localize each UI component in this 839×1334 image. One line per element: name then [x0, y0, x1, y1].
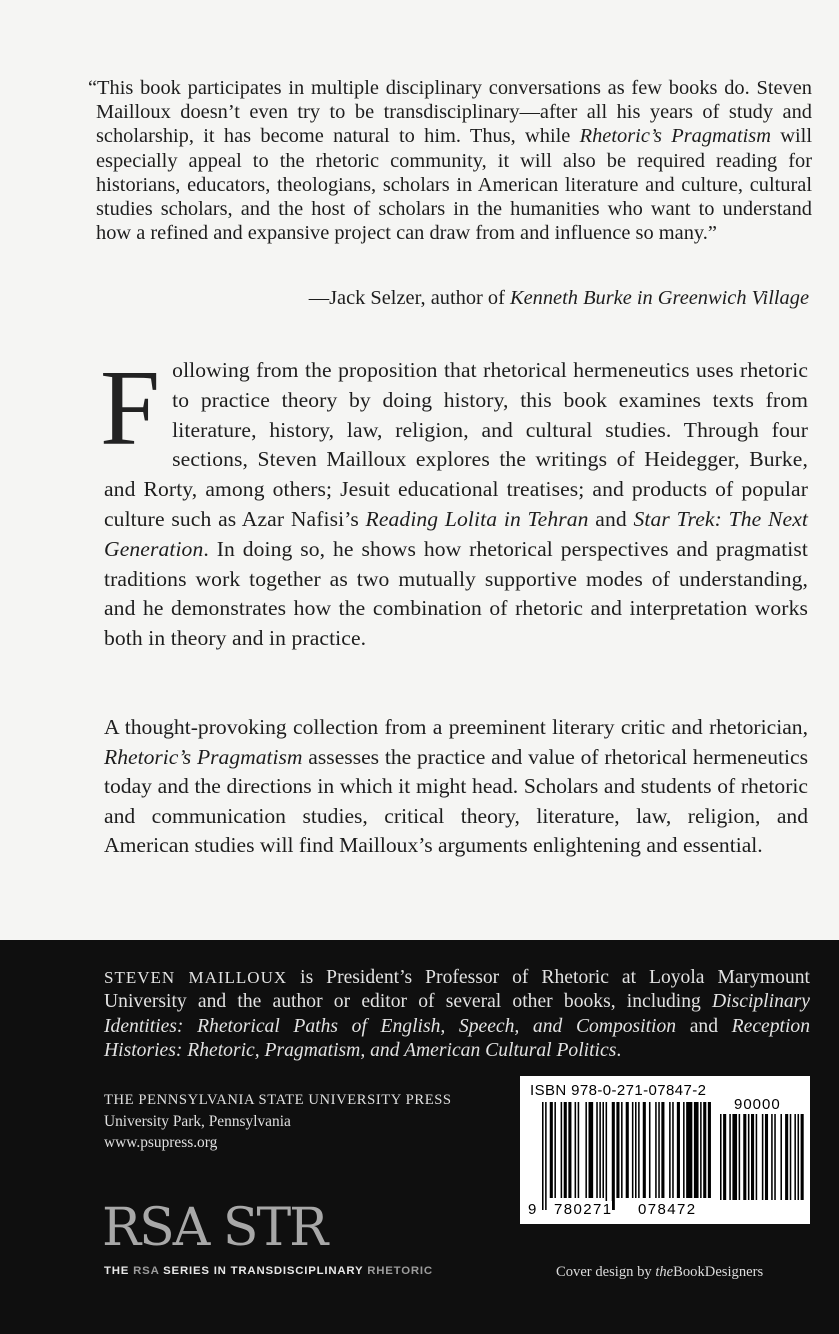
price-addon-number: 90000 — [734, 1096, 781, 1113]
attribution-prefix: —Jack Selzer, author of — [308, 287, 511, 309]
isbn-barcode — [520, 1076, 810, 1224]
cover-design-credit: Cover design by theBookDesigners — [556, 1264, 764, 1280]
barcode-left-digits: 780271 — [554, 1201, 613, 1218]
publisher-name: THE PENNSYLVANIA STATE UNIVERSITY PRESS — [104, 1092, 452, 1108]
endorsement-quote — [88, 76, 812, 245]
publisher-location: University Park, Pennsylvania — [104, 1113, 291, 1130]
series-logo: RSA STR — [102, 1198, 327, 1258]
description-paragraph-2: A thought-provoking collection from a preeminent literary critic and rhetorician, Rhetoric’s Pragmatism assesses the practice and value of rhetorical hermeneutics today and the directions in which it might head. Scholars and students of rhetoric and communication studies, critical theory, literature, law, religion, and American studies will find Mailloux’s arguments enlightening and essential. — [104, 715, 809, 858]
description-paragraph-1: ollowing from the proposition that rhetorical hermeneutics uses rhetoric to practice theory by doing history, this book examines texts from literature, history, law, religion, and cultural studies. Through four sections, Steven Mailloux explores the writings of Heidegger, Burke, and Rorty, among others; Jesuit educational treatises; and products of popular culture such as Azar Nafisi’s Reading Lolita in Tehran and Star Trek: The Next Generation. In doing so, he shows how rhetorical perspectives and pragmatist traditions work together as two mutually supportive modes of understanding, and he demonstrates how the combination of rhetoric and interpretation works both in theory and in practice. — [104, 358, 808, 651]
publisher-url: www.psupress.org — [104, 1134, 218, 1151]
publisher-block — [104, 1090, 452, 1153]
quote-attribution — [309, 286, 809, 310]
isbn-label: ISBN 978-0-271-07847-2 — [530, 1082, 707, 1099]
drop-cap: F — [100, 349, 161, 468]
ean-barcode-bars — [542, 1102, 712, 1210]
bio-text: is President’s Professor of Rhetoric at Loyola Marymount University and the author or editor of several other books, including Disciplinary Identities: Rhetorical Paths of English, Speech, and Composition and Reception Histories: Rhetoric, Pragmatism, and American Cultural Politics. — [104, 967, 810, 1062]
barcode-first-digit: 9 — [528, 1201, 538, 1218]
attribution-book-title: Kenneth Burke in Greenwich Village — [510, 287, 809, 309]
author-panel — [0, 940, 839, 1334]
quote-text: “This book participates in multiple disciplinary conversations as few books do. Steven Mailloux doesn’t even try to be transdisciplinary—after all his years of study and scholarship, it has become natural to him. Thus, while Rhetoric’s Pragmatism will especially appeal to the rhetoric community, it will also be required reading for historians, educators, theologians, scholars in American literature and culture, cultural studies scholars, and the host of scholars in the humanities who want to understand how a refined and expansive project can draw from and influence so many.” — [88, 77, 812, 245]
author-bio — [104, 966, 810, 1064]
barcode-right-digits: 078472 — [638, 1201, 697, 1218]
series-name: THE RSA SERIES IN TRANSDISCIPLINARY RHETORIC — [104, 1265, 433, 1277]
addon-barcode-bars — [720, 1114, 804, 1212]
book-description — [100, 349, 808, 654]
author-name: STEVEN MAILLOUX — [104, 968, 288, 987]
book-description-2 — [104, 713, 808, 861]
